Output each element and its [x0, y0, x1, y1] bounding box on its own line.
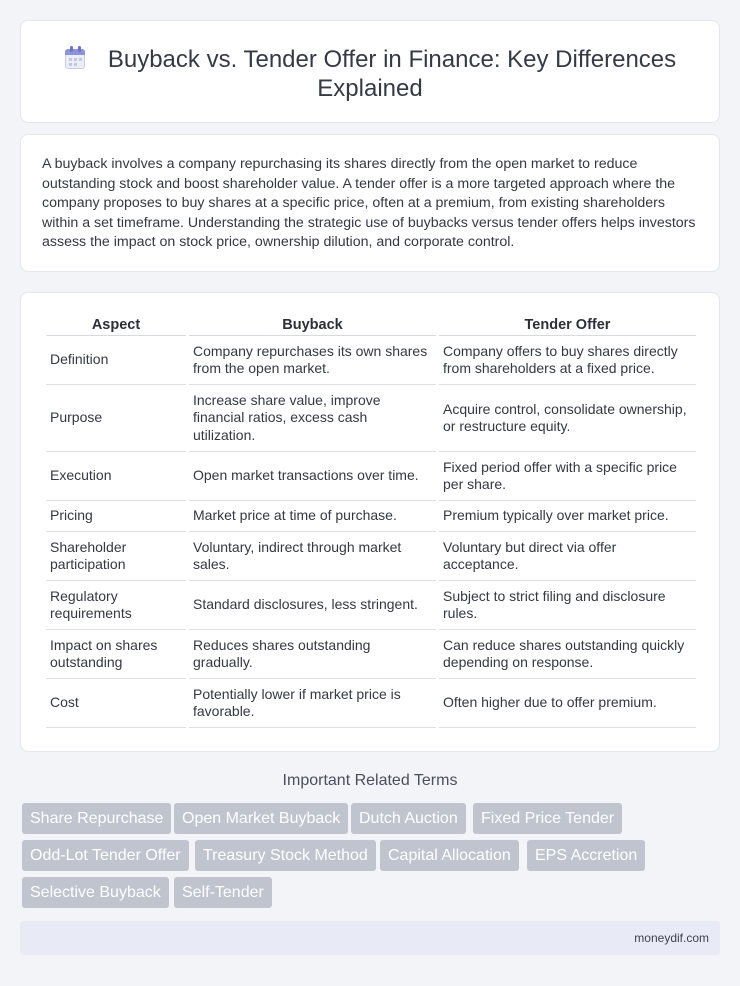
header-tender-offer: Tender Offer: [439, 316, 696, 336]
tag-share-repurchase[interactable]: Share Repurchase: [22, 803, 171, 834]
footer-bar: [20, 921, 720, 955]
aspect-cell: Definition: [46, 336, 186, 385]
tender-cell: Fixed period offer with a specific price per share.: [439, 452, 696, 501]
tag-open-market-buyback[interactable]: Open Market Buyback: [174, 803, 348, 834]
page-title-block: [21, 45, 719, 103]
table-row: [46, 501, 696, 532]
tag-capital-allocation[interactable]: Capital Allocation: [380, 840, 519, 871]
tag-self-tender[interactable]: Self-Tender: [174, 877, 272, 908]
tender-cell: Company offers to buy shares directly from shareholders at a fixed price.: [439, 336, 696, 385]
buyback-cell: Increase share value, improve financial ratios, excess cash utilization.: [189, 385, 436, 452]
header-aspect: Aspect: [46, 316, 186, 336]
aspect-cell: Regulatory requirements: [46, 581, 186, 630]
buyback-cell: Open market transactions over time.: [189, 452, 436, 501]
table-header-row: [46, 316, 696, 336]
comparison-table: [43, 316, 699, 728]
aspect-cell: Cost: [46, 679, 186, 728]
tender-cell: Acquire control, consolidate ownership, or restructure equity.: [439, 385, 696, 452]
related-terms-title: Important Related Terms: [282, 772, 458, 789]
aspect-cell: Impact on shares outstanding: [46, 630, 186, 679]
table-row: [46, 679, 696, 728]
aspect-cell: Pricing: [46, 501, 186, 532]
table-row: [46, 385, 696, 452]
calendar-icon: [64, 46, 86, 70]
tag-odd-lot-tender-offer[interactable]: Odd-Lot Tender Offer: [22, 840, 189, 871]
page-title: Buyback vs. Tender Offer in Finance: Key Differences Explained: [107, 46, 677, 102]
tender-cell: Premium typically over market price.: [439, 501, 696, 532]
intro-paragraph: A buyback involves a company repurchasing its shares directly from the open market to reduce outstanding stock and boost shareholder value. A tender offer is a more targeted approach where the company proposes to buy shares at a specific price, often at a premium, from existing shareholders within a set timeframe. Understanding the strategic use of buybacks versus tender offers helps investors assess the impact on stock price, ownership dilution, and corporate control.: [42, 156, 696, 251]
table-row: [46, 336, 696, 385]
table-row: [46, 532, 696, 581]
buyback-cell: Standard disclosures, less stringent.: [189, 581, 436, 630]
title-card: [20, 20, 720, 123]
table-row: [46, 630, 696, 679]
buyback-cell: Reduces shares outstanding gradually.: [189, 630, 436, 679]
tag-dutch-auction[interactable]: Dutch Auction: [351, 803, 466, 834]
aspect-cell: Shareholder participation: [46, 532, 186, 581]
aspect-cell: Execution: [46, 452, 186, 501]
tag-treasury-stock-method[interactable]: Treasury Stock Method: [195, 840, 376, 871]
aspect-cell: Purpose: [46, 385, 186, 452]
table-row: [46, 581, 696, 630]
intro-card: [20, 134, 720, 272]
buyback-cell: Market price at time of purchase.: [189, 501, 436, 532]
footer-site[interactable]: moneydif.com: [634, 931, 709, 945]
buyback-cell: Potentially lower if market price is favorable.: [189, 679, 436, 728]
comparison-card: [20, 292, 720, 752]
tender-cell: Often higher due to offer premium.: [439, 679, 696, 728]
table-row: [46, 452, 696, 501]
tag-selective-buyback[interactable]: Selective Buyback: [22, 877, 169, 908]
tag-fixed-price-tender[interactable]: Fixed Price Tender: [473, 803, 622, 834]
buyback-cell: Company repurchases its own shares from the open market.: [189, 336, 436, 385]
tag-eps-accretion[interactable]: EPS Accretion: [527, 840, 645, 871]
tender-cell: Can reduce shares outstanding quickly depending on response.: [439, 630, 696, 679]
header-buyback: Buyback: [189, 316, 436, 336]
tender-cell: Subject to strict filing and disclosure rules.: [439, 581, 696, 630]
buyback-cell: Voluntary, indirect through market sales.: [189, 532, 436, 581]
tender-cell: Voluntary but direct via offer acceptance.: [439, 532, 696, 581]
